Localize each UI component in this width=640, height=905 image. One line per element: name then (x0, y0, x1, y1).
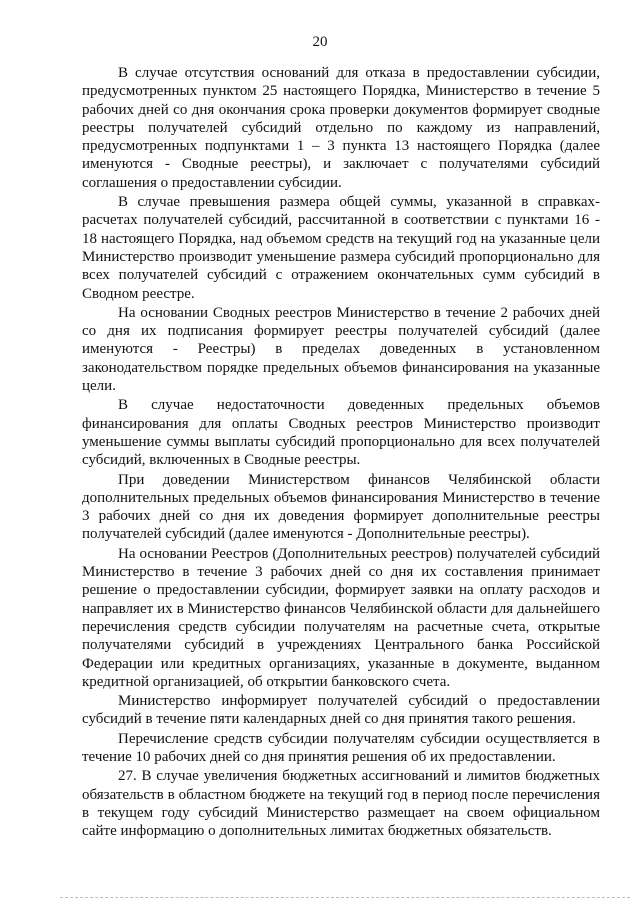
scan-bottom-edge (60, 897, 630, 898)
paragraph-8: Перечисление средств субсидии получателям субсидии осуществляется в течение 10 рабочих дней со дня принятия решения об их предоставлении. (82, 730, 600, 765)
paragraph-5: При доведении Министерством финансов Челябинской области дополнительных предельных объемов финансирования Министерство в течение 3 рабочих дней со дня их доведения формирует дополнительные реестры получателей субсидий (далее именуются - Дополнительные реестры). (82, 471, 600, 543)
paragraph-4: В случае недостаточности доведенных предельных объемов финансирования для оплаты Сводных реестров Министерство производит уменьшение суммы выплаты субсидий пропорционально для всех получателей субсидий, включенных в Сводные реестры. (82, 397, 600, 469)
paragraph-9: 27. В случае увеличения бюджетных ассигнований и лимитов бюджетных обязательств в областном бюджете на текущий год в период после перечисления в текущем году субсидий Министерство размещает на своем официальном сайте информацию о дополнительных лимитах бюджетных обязательств. (82, 768, 600, 840)
paragraph-1: В случае отсутствия оснований для отказа в предоставлении субсидии, предусмотренных пунктом 25 настоящего Порядка, Министерство в течение 5 рабочих дней со дня окончания срока проверки документов формирует сводные реестры получателей субсидий отдельно по каждому из направлений, предусмотренных подпунктами 1 – 3 пункта 13 настоящего Порядка (далее именуются - Сводные реестры), и заключает с получателями субсидий соглашения о предоставлении субсидии. (82, 65, 600, 191)
paragraph-7: Министерство информирует получателей субсидий о предоставлении субсидий в течение пяти календарных дней со дня принятия такого решения. (82, 693, 600, 728)
document-body (82, 64, 600, 841)
paragraph-2: В случае превышения размера общей суммы, указанной в справках-расчетах получателей субсидий, рассчитанной в соответствии с пунктами 16 - 18 настоящего Порядка, над объемом средств на текущий год на указанные цели Министерство производит уменьшение размера субсидий пропорционально для всех получателей субсидий с отражением окончательных сумм субсидий в Сводном реестре. (82, 194, 600, 302)
paragraph-3: На основании Сводных реестров Министерство в течение 2 рабочих дней со дня их подписания формирует реестры получателей субсидий (далее именуются - Реестры) в пределах доведенных в установленном законодательством порядке предельных объемов финансирования на указанные цели. (82, 304, 600, 395)
page-number: 20 (312, 34, 328, 50)
paragraph-6: На основании Реестров (Дополнительных реестров) получателей субсидий Министерство в течение 3 рабочих дней со дня их составления принимает решение о предоставлении субсидии, формирует заявки на оплату расходов и направляет их в Министерство финансов Челябинской области для дальнейшего перечисления средств субсидии получателям на расчетные счета, открытые получателями субсидий в учреждениях Центрального банка Российской Федерации или кредитных организациях, указанные в документе, выданном кредитной организацией, об открытии банковского счета. (82, 545, 600, 690)
